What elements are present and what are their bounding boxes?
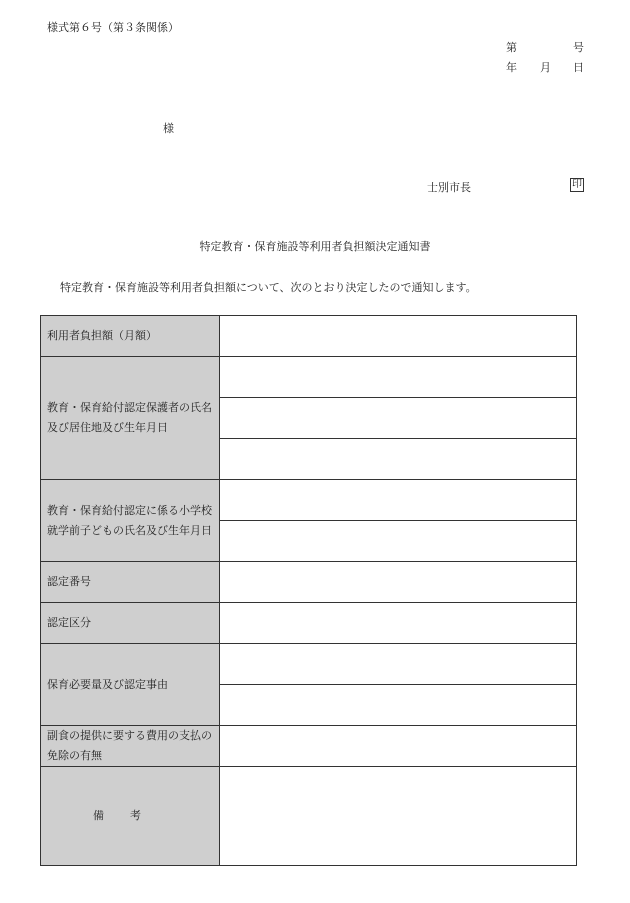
form-number: 様式第６号（第３条関係） [47, 21, 179, 34]
table-row [41, 357, 577, 398]
row-label-care-need: 保育必要量及び認定事由 [41, 644, 220, 726]
value-cell [220, 767, 577, 866]
date-month-label: 月 [540, 61, 551, 74]
table-row [41, 644, 577, 685]
document-title: 特定教育・保育施設等利用者負担額決定通知書 [199, 240, 431, 253]
row-label-certification-number: 認定番号 [41, 562, 220, 603]
value-cell [220, 316, 577, 357]
table-row [41, 562, 577, 603]
value-cell [220, 603, 577, 644]
value-cell [220, 480, 577, 521]
row-label-guardian: 教育・保育給付認定保護者の氏名及び居住地及び生年月日 [41, 357, 220, 480]
table-row [41, 480, 577, 521]
value-cell [220, 644, 577, 685]
date-day-label: 日 [573, 61, 584, 74]
value-cell [220, 726, 577, 767]
table-row [41, 767, 577, 866]
row-label-child: 教育・保育給付認定に係る小学校就学前子どもの氏名及び生年月日 [41, 480, 220, 562]
sender-name: 士別市長 [427, 181, 471, 194]
row-label-remarks: 備考 [41, 767, 220, 866]
table-row [41, 603, 577, 644]
value-cell [220, 685, 577, 726]
table-row [41, 316, 577, 357]
row-label-monthly-fee: 利用者負担額（月額） [41, 316, 220, 357]
row-label-meal-fee-exemption: 副食の提供に要する費用の支払の免除の有無 [41, 726, 220, 767]
seal-box: 印 [572, 179, 582, 190]
value-cell [220, 439, 577, 480]
intro-text: 特定教育・保育施設等利用者負担額について、次のとおり決定したので通知します。 [60, 281, 477, 294]
value-cell [220, 398, 577, 439]
value-cell [220, 562, 577, 603]
table-row [41, 726, 577, 767]
date-year-label: 年 [506, 61, 517, 74]
addressee-suffix: 様 [163, 122, 174, 135]
notification-table [40, 315, 577, 866]
document-number-prefix: 第 [506, 41, 517, 54]
value-cell [220, 357, 577, 398]
document-number-suffix: 号 [573, 41, 584, 54]
value-cell [220, 521, 577, 562]
row-label-certification-category: 認定区分 [41, 603, 220, 644]
